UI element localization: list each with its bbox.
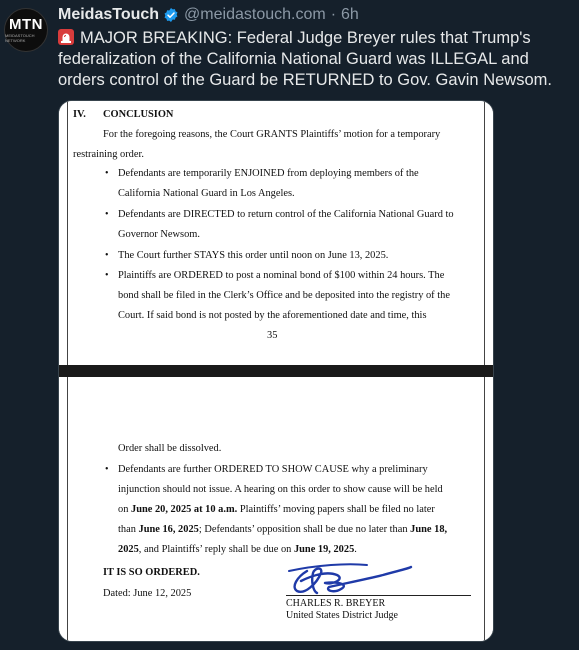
bullet-line: 2025, and Plaintiffs’ reply shall be due on June 19, 2025. — [118, 544, 357, 555]
section-title: CONCLUSION — [103, 109, 174, 120]
bullet-icon: • — [105, 168, 109, 179]
attached-document-image[interactable] — [58, 100, 494, 642]
header-separator: · — [330, 6, 337, 23]
page-break — [59, 365, 493, 377]
bullet-line: Defendants are DIRECTED to return control of the California National Guard to — [118, 209, 454, 220]
avatar-logo-text: MTN — [9, 16, 43, 33]
bullet-line: Defendants are further ORDERED TO SHOW CAUSE why a preliminary — [118, 464, 428, 475]
bullet-icon: • — [105, 250, 109, 261]
document-page-36 — [59, 377, 493, 641]
section-number: IV. — [73, 109, 86, 120]
verified-badge-icon — [163, 7, 179, 23]
post-timestamp[interactable]: 6h — [341, 6, 359, 23]
bullet-line: California National Guard in Los Angeles. — [118, 188, 295, 199]
post-header — [58, 6, 359, 24]
continuation-line: Order shall be dissolved. — [118, 443, 222, 454]
bullet-line: bond shall be filed in the Clerk’s Office and be deposited into the registry of the — [118, 290, 450, 301]
bullet-line: Court. If said bond is not posted by the aforementioned date and time, this — [118, 310, 427, 321]
document-page-35 — [59, 101, 493, 365]
siren-icon — [58, 29, 74, 45]
avatar[interactable] — [4, 8, 48, 52]
signature-line — [286, 595, 471, 596]
judge-title: United States District Judge — [286, 610, 398, 621]
bullet-line: Governor Newsom. — [118, 229, 200, 240]
so-ordered-heading: IT IS SO ORDERED. — [103, 567, 200, 578]
bullet-line: Plaintiffs are ORDERED to post a nominal bond of $100 within 24 hours. The — [118, 270, 445, 281]
page-right-border — [484, 377, 485, 641]
post-text-body: MAJOR BREAKING: Federal Judge Breyer rules that Trump's federalization of the California National Guard was ILLEGAL and orders control of the Guard be RETURNED to Gov. Gavin Newsom. — [58, 29, 552, 89]
bullet-line: Defendants are temporarily ENJOINED from deploying members of the — [118, 168, 419, 179]
intro-line: For the foregoing reasons, the Court GRANTS Plaintiffs’ motion for a temporary — [103, 129, 441, 140]
judge-signature — [287, 561, 417, 597]
post-text — [58, 28, 573, 91]
judge-name: CHARLES R. BREYER — [286, 598, 386, 609]
author-name[interactable]: MeidasTouch — [58, 6, 160, 23]
bullet-line: injunction should not issue. A hearing on this order to show cause will be held — [118, 484, 443, 495]
intro-line: restraining order. — [73, 149, 144, 160]
page-left-border — [67, 101, 68, 365]
page-number: 35 — [267, 330, 278, 341]
bullet-line: The Court further STAYS this order until noon on June 13, 2025. — [118, 250, 389, 261]
bullet-icon: • — [105, 209, 109, 220]
page-left-border — [67, 377, 68, 641]
avatar-logo-subtext: MEIDASTOUCH NETWORK — [5, 33, 35, 43]
bullet-icon: • — [105, 270, 109, 281]
bullet-line: than June 16, 2025; Defendants’ opposition shall be due no later than June 18, — [118, 524, 448, 535]
author-handle[interactable]: @meidastouch.com — [184, 6, 326, 23]
order-date: Dated: June 12, 2025 — [103, 588, 192, 599]
bullet-line: on June 20, 2025 at 10 a.m. Plaintiffs’ moving papers shall be filed no later — [118, 504, 435, 515]
bullet-icon: • — [105, 464, 109, 475]
page-right-border — [484, 101, 485, 365]
